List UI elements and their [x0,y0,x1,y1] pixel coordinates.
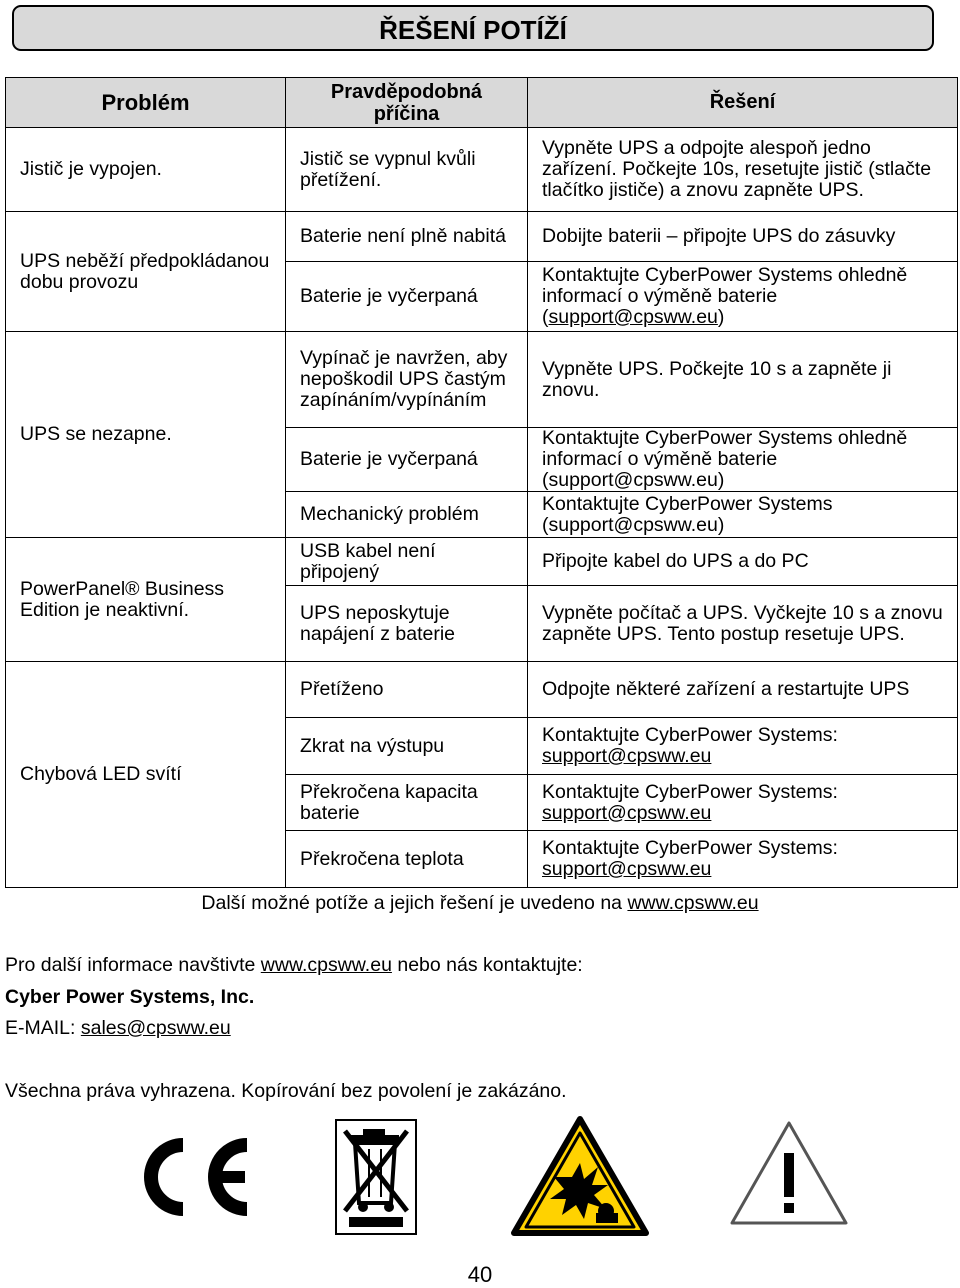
cause-cell: Baterie není plně nabitá [286,212,528,262]
sales-email-link[interactable]: sales@cpsww.eu [80,1017,231,1039]
cause-cell: UPS neposkytuje napájení z baterie [286,586,528,662]
header-solution: Řešení [528,78,958,128]
cause-cell: Baterie je vyčerpaná [286,262,528,332]
email-label: E-MAIL: [5,1017,76,1039]
solution-cell: Připojte kabel do UPS a do PC [528,538,958,586]
ce-mark-icon [125,1137,255,1217]
cause-cell: Jistič se vypnul kvůli přetížení. [286,128,528,212]
problem-cell: PowerPanel® Business Edition je neaktivní. [6,538,286,662]
table-row [6,212,958,262]
solution-text: Kontaktujte CyberPower Systems: [542,780,838,803]
contact-line [5,954,583,977]
company-name: Cyber Power Systems, Inc. [5,986,255,1008]
website-link[interactable]: www.cpsww.eu [260,954,392,976]
solution-cell: Vypněte UPS a odpojte alespoň jedno zařízení. Počkejte 10s, resetujte jistič (stlačte tlačítko jističe) a znovu zapněte UPS. [528,128,958,212]
solution-text: Kontaktujte CyberPower Systems: [542,724,838,746]
table-header-row [6,78,958,128]
cause-cell: Baterie je vyčerpaná [286,428,528,492]
table-row [6,662,958,718]
solution-cell: Vypněte počítač a UPS. Vyčkejte 10 s a znovu zapněte UPS. Tento postup resetuje UPS. [528,586,958,662]
solution-cell [528,262,958,332]
solution-text: Kontaktujte CyberPower Systems ohledně informací o výměně baterie ( [542,264,908,328]
solution-cell [528,775,958,831]
cause-cell: Překročena kapacita baterie [286,775,528,831]
more-issues-text: Další možné potíže a jejich řešení je uvedeno na [201,892,623,914]
copyright-notice: Všechna práva vyhrazena. Kopírování bez povolení je zakázáno. [5,1080,567,1102]
solution-cell [528,718,958,775]
page-title: ŘEŠENÍ POTÍŽÍ [12,5,934,51]
troubleshooting-table [5,77,958,888]
header-cause: Pravděpodobná příčina [286,78,528,128]
header-problem: Problém [6,78,286,128]
page-number: 40 [467,1262,493,1287]
solution-cell: Vypněte UPS. Počkejte 10 s a zapněte ji znovu. [528,332,958,428]
cause-cell: Zkrat na výstupu [286,718,528,775]
problem-cell: Chybová LED svítí [6,662,286,888]
solution-cell: Odpojte některé zařízení a restartujte UPS [528,662,958,718]
compliance-icons [0,1115,960,1245]
cause-cell: Mechanický problém [286,492,528,538]
caution-exclamation-icon [728,1119,850,1229]
cause-cell: Přetíženo [286,662,528,718]
solution-text: Kontaktujte CyberPower Systems: [542,837,838,859]
solution-text: ) [717,306,725,328]
solution-cell: Kontaktujte CyberPower Systems ohledně informací o výměně baterie (support@cpsww.eu) [528,428,958,492]
support-email-link[interactable]: support@cpsww.eu [542,745,712,767]
contact-text: nebo nás kontaktujte: [397,954,583,976]
cause-cell: Vypínač je navržen, aby nepoškodil UPS častým zapínáním/vypínáním [286,332,528,428]
contact-text: Pro další informace navštivte [5,954,256,976]
cause-cell: Překročena teplota [286,831,528,888]
problem-cell: Jistič je vypojen. [6,128,286,212]
problem-cell: UPS neběží předpokládanou dobu provozu [6,212,286,332]
problem-cell: UPS se nezapne. [6,332,286,538]
support-email-link[interactable]: support@cpsww.eu [548,306,718,328]
website-link[interactable]: www.cpsww.eu [627,892,759,914]
more-issues-note [0,892,960,915]
table-row [6,538,958,586]
table-row [6,128,958,212]
solution-cell [528,831,958,888]
solution-cell: Kontaktujte CyberPower Systems (support@cpsww.eu) [528,492,958,538]
cause-cell: USB kabel není připojený [286,538,528,586]
weee-crossed-bin-icon [335,1119,417,1235]
support-email-link[interactable]: support@cpsww.eu [542,801,712,824]
email-line [5,1017,231,1040]
solution-cell: Dobijte baterii – připojte UPS do zásuvky [528,212,958,262]
support-email-link[interactable]: support@cpsww.eu [542,858,712,880]
table-row [6,332,958,428]
explosion-warning-icon [510,1115,650,1239]
